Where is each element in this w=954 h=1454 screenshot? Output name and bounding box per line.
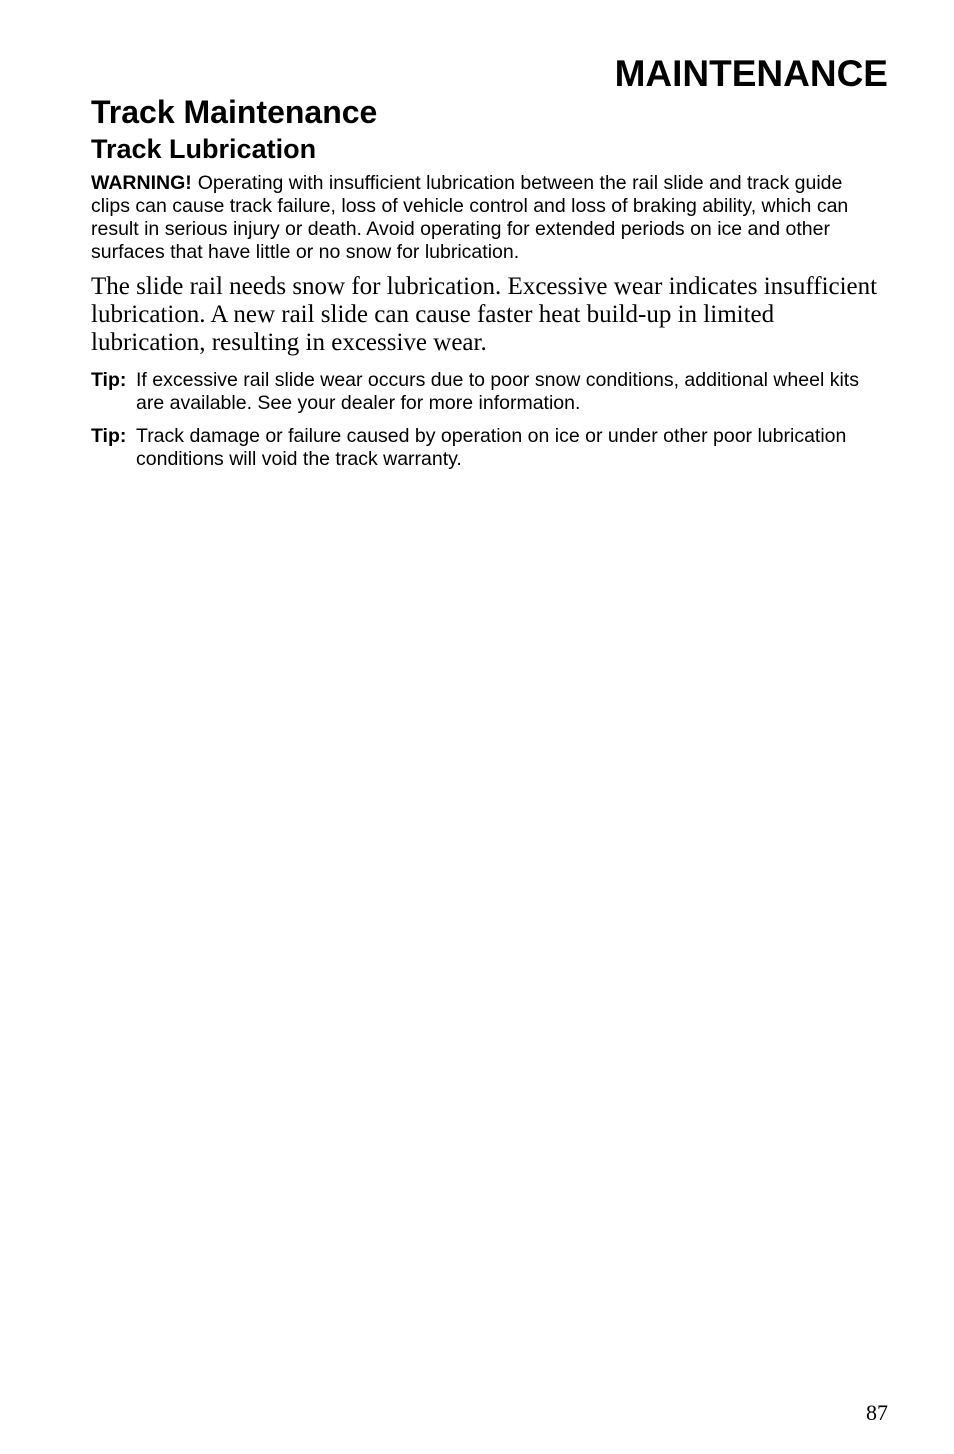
- warning-text: Operating with insufficient lubrication between the rail slide and track guide clips can cause track failure, loss of vehicle control and loss of braking ability, which can result in serious injury or death. Avoid operating for extended periods on ice and other surfaces that have little or no snow for lubrication.: [91, 172, 849, 263]
- tip-text: Track damage or failure caused by operation on ice or under other poor lubrication conditions will void the track warranty.: [136, 425, 847, 470]
- section-header: MAINTENANCE: [614, 53, 888, 94]
- page-title: Track Maintenance: [91, 94, 378, 130]
- page-content: [91, 92, 881, 481]
- tip-block: [91, 369, 881, 415]
- warning-label: WARNING!: [91, 172, 192, 194]
- tip-label: Tip:: [91, 425, 127, 447]
- page-subtitle: Track Lubrication: [91, 134, 317, 164]
- tip-text: If excessive rail slide wear occurs due to poor snow conditions, additional wheel kits are available. See your dealer for more information.: [136, 369, 859, 414]
- page-number: 87: [866, 1400, 888, 1425]
- warning-block: [91, 172, 881, 264]
- body-paragraph: The slide rail needs snow for lubrication. Excessive wear indicates insufficient lubrication. A new rail slide can cause faster heat build-up in limited lubrication, resulting in excessive wear.: [91, 273, 878, 356]
- tip-block: [91, 425, 881, 471]
- tip-label: Tip:: [91, 369, 127, 391]
